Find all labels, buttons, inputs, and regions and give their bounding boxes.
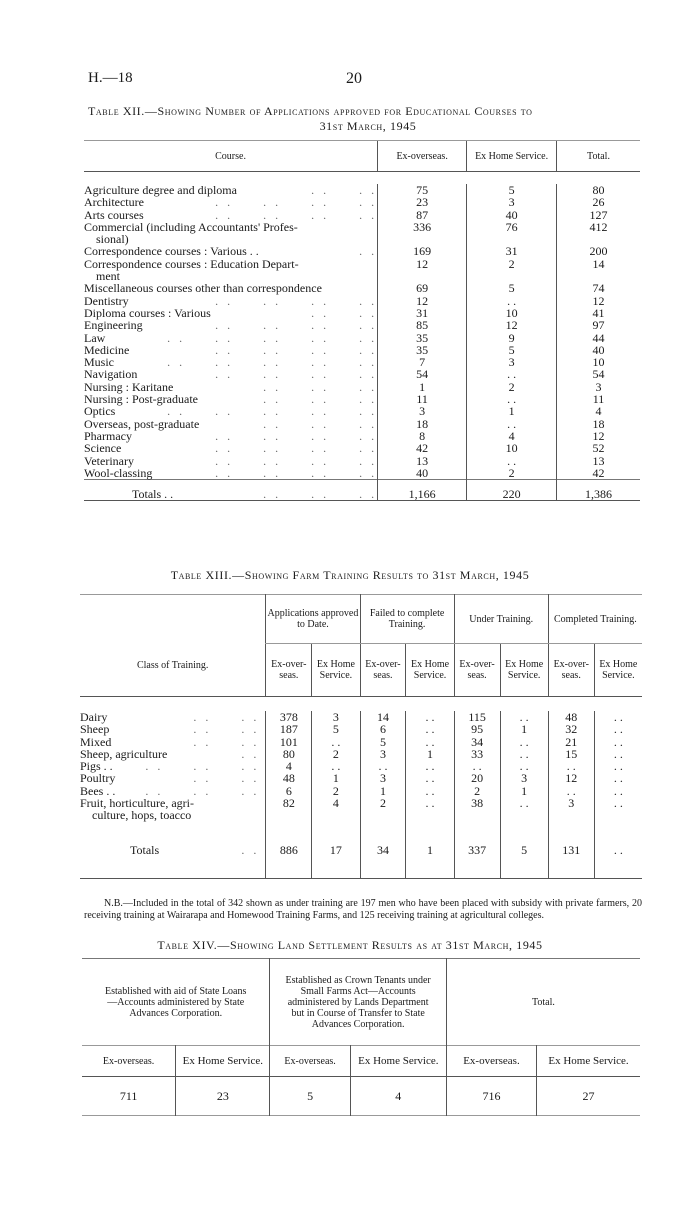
table12-ex-overseas: 40 (378, 467, 467, 480)
table12-ex-home: 5 (467, 184, 557, 196)
table12-course-label: Law (84, 330, 106, 345)
table12-leader-dots: . . . . . . . . (215, 465, 378, 480)
table12-row (84, 221, 640, 233)
table13-value: . . (406, 711, 454, 723)
table12-ex-home: . . (467, 295, 557, 307)
table14-sub-ex-home: Ex Home Service. (350, 1046, 446, 1077)
table13-value (266, 809, 312, 821)
table13-value: . . (594, 760, 642, 772)
table13-leader-dots: . . . . . . (145, 759, 260, 774)
table13-row (80, 711, 642, 723)
table12-leader-dots: . . . . . . . . (215, 441, 378, 456)
table14-value: 27 (537, 1077, 640, 1116)
table13-class-label: Dairy (80, 710, 108, 724)
table12-total: 42 (557, 467, 640, 480)
table13-class-label: Fruit, horticulture, agri- (80, 796, 194, 811)
table13-class-label: Pigs . . (80, 759, 113, 774)
table12-row (84, 455, 640, 467)
table12-leader-dots: . . . . . . (263, 392, 378, 407)
table12-caption-line2: 31st March, 1945 (319, 119, 417, 133)
table12-ex-overseas: 12 (378, 295, 467, 307)
table13-value (312, 809, 360, 821)
table13-group-completed: Completed Training. (548, 595, 642, 644)
table12-leader-dots: . . . . . . . . . . (167, 404, 378, 419)
table12-ex-overseas: 85 (378, 319, 467, 331)
table12-leader-dots: . . . . . . (263, 416, 378, 431)
table13-totals-value: . . (594, 822, 642, 879)
table14-caption: Table XIV.—Showing Land Settlement Results as at 31st March, 1945 (157, 938, 543, 952)
table12-totals-text: Totals . . (132, 487, 174, 502)
table14-sub-ex-home: Ex Home Service. (176, 1046, 270, 1077)
table13-value: 3 (360, 772, 406, 784)
table12-caption-line1: Table XII.—Showing Number of Applications approved for Educational Courses to (88, 104, 533, 118)
table13-sub-ex-home: Ex Home Service. (500, 644, 548, 697)
table12-total: 18 (557, 418, 640, 430)
table12-ex-home: 31 (467, 245, 557, 257)
table14 (82, 958, 640, 1116)
table14-sub-ex-overseas: Ex-overseas. (270, 1046, 350, 1077)
table13-note: N.B.—Included in the total of 342 shown as under training are 197 men who have been placed with subsidy with private farmers, 20 receiving training at Wairarapa and Homewood Training Farms, and 125 receiving training at agricultural colleges. (84, 898, 642, 921)
table12-ex-home: 3 (467, 356, 557, 368)
table12-total: 3 (557, 381, 640, 393)
table13-value: . . (594, 736, 642, 748)
table12-ex-home: . . (467, 418, 557, 430)
table13-value: 115 (454, 711, 500, 723)
table12-row (84, 282, 640, 294)
table12-ex-overseas: 169 (378, 245, 467, 257)
table12 (84, 140, 640, 501)
table13-class-label: Bees . . (80, 783, 116, 798)
table12-ex-home: 12 (467, 319, 557, 331)
table13-value: 4 (312, 797, 360, 809)
table14-group-total: Total. (446, 959, 640, 1046)
table13-leader-dots: . . . . (193, 722, 260, 737)
table12-course-label: Diploma courses : Various (84, 305, 211, 320)
table12-row (84, 196, 640, 208)
table14-sub-ex-home: Ex Home Service. (537, 1046, 640, 1077)
table13-value: 34 (454, 736, 500, 748)
table13-value: 12 (548, 772, 594, 784)
table12-course (84, 319, 378, 331)
table13-value: . . (406, 760, 454, 772)
table13-value: . . (594, 723, 642, 735)
table14-group-row (82, 959, 640, 1046)
table13-value: . . (454, 760, 500, 772)
table12-course-label: Dentistry (84, 293, 129, 308)
table12-ex-home: 2 (467, 381, 557, 393)
table12-ex-home: 2 (467, 258, 557, 270)
table12-ex-home: 2 (467, 467, 557, 480)
table13-sub-ex-overseas: Ex-over-seas. (454, 644, 500, 697)
table12-total: 41 (557, 307, 640, 319)
table12-leader-dots: . . . . . . . . (215, 453, 378, 468)
table13-value (548, 809, 594, 821)
table13-totals-value: 17 (312, 822, 360, 879)
table13-value: 3 (312, 711, 360, 723)
table13-class (80, 809, 266, 821)
table12-course-label: Pharmacy (84, 428, 132, 443)
table13-leader-dots: . . . . (193, 771, 260, 786)
table12-course (84, 467, 378, 480)
table12-course-label: Navigation (84, 367, 138, 382)
table12-ex-overseas: 69 (378, 282, 467, 294)
table12-ex-home: 4 (467, 430, 557, 442)
table12-header-ex-overseas: Ex-overseas. (378, 141, 467, 172)
table13-value: . . (312, 736, 360, 748)
table13-value: 6 (360, 723, 406, 735)
table13-value: 3 (360, 748, 406, 760)
table13-value: 6 (266, 785, 312, 797)
table13-value: 14 (360, 711, 406, 723)
table12-course-label: Music (84, 355, 114, 370)
table12-leader-dots: . . . . (311, 183, 378, 197)
table13-value (454, 809, 500, 821)
table13-row (80, 772, 642, 784)
table13-class-label: culture, hops, toacco (80, 808, 192, 823)
table13-value: . . (594, 772, 642, 784)
table13-totals-value: 5 (500, 822, 548, 879)
table13-value: 2 (312, 785, 360, 797)
table13-value: 95 (454, 723, 500, 735)
table14-value: 4 (350, 1077, 446, 1116)
table13-totals-value: 886 (266, 822, 312, 879)
table13-sub-ex-overseas: Ex-over-seas. (360, 644, 406, 697)
table12-ex-overseas: 1 (378, 381, 467, 393)
table12-total: 97 (557, 319, 640, 331)
table12-total: 200 (557, 245, 640, 257)
table12-leader-dots: . . . . . . . . (215, 342, 378, 357)
table13-leader-dots: . . . . (193, 710, 260, 724)
table12-total: 12 (557, 295, 640, 307)
table13-group-applications: Applications approved to Date. (266, 595, 360, 644)
table13-sub-ex-overseas: Ex-over-seas. (548, 644, 594, 697)
table12-total: 26 (557, 196, 640, 208)
table13-value: 5 (360, 736, 406, 748)
table12-totals-row (84, 480, 640, 501)
table13-value: 48 (266, 772, 312, 784)
table12-course-label: Commercial (including Accountants' Profes- (84, 219, 298, 234)
table12-course-label: Nursing : Post-graduate (84, 392, 198, 407)
table12-course-label: sional) (84, 232, 129, 247)
table12-ex-overseas: 31 (378, 307, 467, 319)
table12-ex-overseas: 54 (378, 368, 467, 380)
table13-value: 3 (500, 772, 548, 784)
table13-value: 1 (360, 785, 406, 797)
table12-course-label: Science (84, 441, 122, 456)
table12-ex-overseas: 336 (378, 221, 467, 233)
table13-totals-value: 131 (548, 822, 594, 879)
table12-row (84, 319, 640, 331)
table13-value: 80 (266, 748, 312, 760)
table12-leader-dots: . . . . . . . . . . (167, 355, 378, 370)
table12-course-label: Veterinary (84, 453, 134, 468)
table12-course-label: Overseas, post-graduate (84, 416, 200, 431)
table12-total: 12 (557, 430, 640, 442)
table14-value-row (82, 1077, 640, 1116)
table12-ex-overseas: 7 (378, 356, 467, 368)
table13-value: . . (500, 711, 548, 723)
table13-value: 101 (266, 736, 312, 748)
table13-leader-dots: . . (241, 746, 260, 761)
table14-value: 5 (270, 1077, 350, 1116)
table12-total: 40 (557, 344, 640, 356)
table13-class-label: Sheep (80, 722, 110, 737)
table12-total: 127 (557, 209, 640, 221)
table13-value: . . (406, 723, 454, 735)
table12-ex-home: 10 (467, 307, 557, 319)
table12-ex-overseas: 42 (378, 442, 467, 454)
table13-value: 4 (266, 760, 312, 772)
table13-value: . . (500, 797, 548, 809)
table12-ex-home: 10 (467, 442, 557, 454)
table12-totals-dots: . . . . . . (263, 487, 378, 502)
table12-totals-total: 1,386 (557, 480, 640, 501)
table13-value: 48 (548, 711, 594, 723)
table14-value: 23 (176, 1077, 270, 1116)
table13-value (406, 809, 454, 821)
table14-sub-ex-overseas: Ex-overseas. (446, 1046, 536, 1077)
table12-leader-dots: . . . . . . . . (215, 428, 378, 443)
table13-sub-ex-home: Ex Home Service. (594, 644, 642, 697)
table12-ex-home: 9 (467, 332, 557, 344)
table12-ex-overseas: 35 (378, 332, 467, 344)
table12-header-row (84, 141, 640, 172)
table12-caption (88, 104, 648, 134)
table12-row (84, 467, 640, 480)
table12-ex-home: . . (467, 368, 557, 380)
table13-value: . . (406, 785, 454, 797)
table13-value: . . (406, 736, 454, 748)
table13-value: 1 (500, 723, 548, 735)
table12-course-label: Wool-classing (84, 465, 153, 480)
table13-value: . . (500, 748, 548, 760)
table12-ex-home: 5 (467, 344, 557, 356)
table13-value: 32 (548, 723, 594, 735)
table12-course-label: Arts courses (84, 207, 144, 222)
table12-leader-dots: . . . . . . . . (215, 318, 378, 333)
table13-value: 82 (266, 797, 312, 809)
table13-value (360, 809, 406, 821)
table12-ex-overseas: 3 (378, 405, 467, 417)
table13-value: . . (594, 711, 642, 723)
table13-value: 2 (360, 797, 406, 809)
table13-row (80, 760, 642, 772)
table13-value: 15 (548, 748, 594, 760)
table12-header-ex-home: Ex Home Service. (467, 141, 557, 172)
table12-ex-overseas: 8 (378, 430, 467, 442)
table13-value: 1 (406, 748, 454, 760)
table13-value: 33 (454, 748, 500, 760)
table13-value: . . (500, 760, 548, 772)
table13-value: 378 (266, 711, 312, 723)
table12-ex-overseas: 11 (378, 393, 467, 405)
table12-leader-dots: . . . . . . . . (215, 367, 378, 382)
table13-value: . . (406, 772, 454, 784)
table12-total: 13 (557, 455, 640, 467)
table12-course-label: Engineering (84, 318, 143, 333)
table12-course-label: Medicine (84, 342, 130, 357)
table12-ex-home: . . (467, 455, 557, 467)
table13-value: 1 (312, 772, 360, 784)
table13-caption: Table XIII.—Showing Farm Training Results to 31st March, 1945 (170, 568, 530, 582)
table13-class-label: Poultry (80, 771, 116, 786)
table13-value: . . (500, 736, 548, 748)
table12-course-label: Nursing : Karitane (84, 379, 174, 394)
table12-course (84, 258, 378, 270)
table13-totals-row (80, 822, 642, 879)
table12-row (84, 258, 640, 270)
table12-total: 10 (557, 356, 640, 368)
table13-value: 21 (548, 736, 594, 748)
table12-ex-overseas: 13 (378, 455, 467, 467)
table12-leader-dots: . . . . . . . . . . (167, 330, 378, 345)
table12-ex-home: 5 (467, 282, 557, 294)
table12-leader-dots: . . . . . . . . (215, 207, 378, 222)
table12-ex-home: . . (467, 393, 557, 405)
table12-total: 80 (557, 184, 640, 196)
table13-value: . . (406, 797, 454, 809)
table13-leader-dots: . . . . . . (145, 783, 260, 798)
table13 (80, 594, 642, 879)
table12-ex-overseas: 75 (378, 184, 467, 196)
table12-ex-home: 76 (467, 221, 557, 233)
table12-totals-ex-home: 220 (467, 480, 557, 501)
table13-group-under: Under Training. (454, 595, 548, 644)
table12-ex-overseas: 12 (378, 258, 467, 270)
table12-total: 11 (557, 393, 640, 405)
table13-row (80, 748, 642, 760)
table12-ex-overseas: 87 (378, 209, 467, 221)
table12-ex-home: 40 (467, 209, 557, 221)
table13-value: . . (594, 797, 642, 809)
table12-ex-overseas: 35 (378, 344, 467, 356)
table12-total: 54 (557, 368, 640, 380)
table13-value (594, 809, 642, 821)
table13-value: . . (548, 785, 594, 797)
table13-totals-value: 34 (360, 822, 406, 879)
table12-leader-dots: . . . . . . . . (215, 195, 378, 210)
table12-row (84, 442, 640, 454)
table12-ex-overseas: 23 (378, 196, 467, 208)
table13-totals-dots: . . (241, 842, 260, 857)
table13-value: 20 (454, 772, 500, 784)
table13-class-label: Mixed (80, 734, 112, 749)
table14-sub-row (82, 1046, 640, 1077)
table13-value: . . (594, 748, 642, 760)
table12-header-course: Course. (84, 141, 378, 172)
table13-totals-text: Totals (130, 842, 160, 857)
table12-total: 52 (557, 442, 640, 454)
table12-totals-label (84, 480, 378, 501)
table12-ex-home: 3 (467, 196, 557, 208)
table13-row (80, 723, 642, 735)
table13-value: 2 (312, 748, 360, 760)
table13-header-class: Class of Training. (136, 660, 209, 671)
table13-group-failed: Failed to complete Training. (360, 595, 454, 644)
table12-course-label: ment (84, 269, 120, 284)
table12-leader-dots: . . (359, 244, 378, 259)
table13-value: 187 (266, 723, 312, 735)
table12-leader-dots: . . . . . . . . (215, 293, 378, 308)
table12-totals-ex-overseas: 1,166 (378, 480, 467, 501)
table14-group-state-loans: Established with aid of State Loans—Accounts administered by State Advances Corporation. (105, 985, 247, 1019)
table12-total: 4 (557, 405, 640, 417)
table12-course-label: Miscellaneous courses other than correspondence (84, 281, 322, 296)
document-reference: H.—18 (88, 70, 133, 86)
table12-row (84, 332, 640, 344)
table12-leader-dots: . . . . (311, 305, 378, 320)
table13-sub-ex-home: Ex Home Service. (406, 644, 454, 697)
table12-course-label: Correspondence courses : Education Depart- (84, 256, 299, 271)
table12-leader-dots: . . . . . . (263, 379, 378, 394)
table12-ex-overseas: 18 (378, 418, 467, 430)
table13-value: 2 (454, 785, 500, 797)
table12-total: 74 (557, 282, 640, 294)
table14-sub-ex-overseas: Ex-overseas. (102, 1055, 155, 1067)
table13-value (500, 809, 548, 821)
table12-total: 412 (557, 221, 640, 233)
table13-value: 3 (548, 797, 594, 809)
table12-ex-home: 1 (467, 405, 557, 417)
table13-value: . . (312, 760, 360, 772)
table13-totals-value: 1 (406, 822, 454, 879)
table12-header-total: Total. (557, 141, 640, 172)
table14-value: 716 (446, 1077, 536, 1116)
page-number: 20 (346, 70, 362, 87)
table12-course-label: Architecture (84, 195, 144, 210)
table12-course-label: Correspondence courses : Various . . (84, 244, 259, 259)
table13-value: . . (548, 760, 594, 772)
table13-group-row (80, 595, 642, 644)
table12-course-label: Optics (84, 404, 116, 419)
table12-total: 44 (557, 332, 640, 344)
table13-totals-label (80, 822, 266, 879)
table14-group-crown-tenants: Established as Crown Tenants under Small Farms Act—Accounts administered by Lands Department but in Course of Transfer to State Advances Corporation. (270, 959, 446, 1046)
table13-row (80, 809, 642, 821)
table13-value: 1 (500, 785, 548, 797)
table13-leader-dots: . . . . (193, 734, 260, 749)
table14-value: 711 (119, 1088, 138, 1103)
table13-sub-ex-overseas: Ex-over-seas. (266, 644, 312, 697)
table13-class-label: Sheep, agriculture (80, 746, 168, 761)
table13-value: 5 (312, 723, 360, 735)
table12-course-label: Agriculture degree and diploma (84, 183, 237, 197)
table12-total: 14 (557, 258, 640, 270)
table13-totals-value: 337 (454, 822, 500, 879)
table13-value: . . (360, 760, 406, 772)
table13-value: . . (594, 785, 642, 797)
table13-sub-ex-home: Ex Home Service. (312, 644, 360, 697)
table13-value: 38 (454, 797, 500, 809)
